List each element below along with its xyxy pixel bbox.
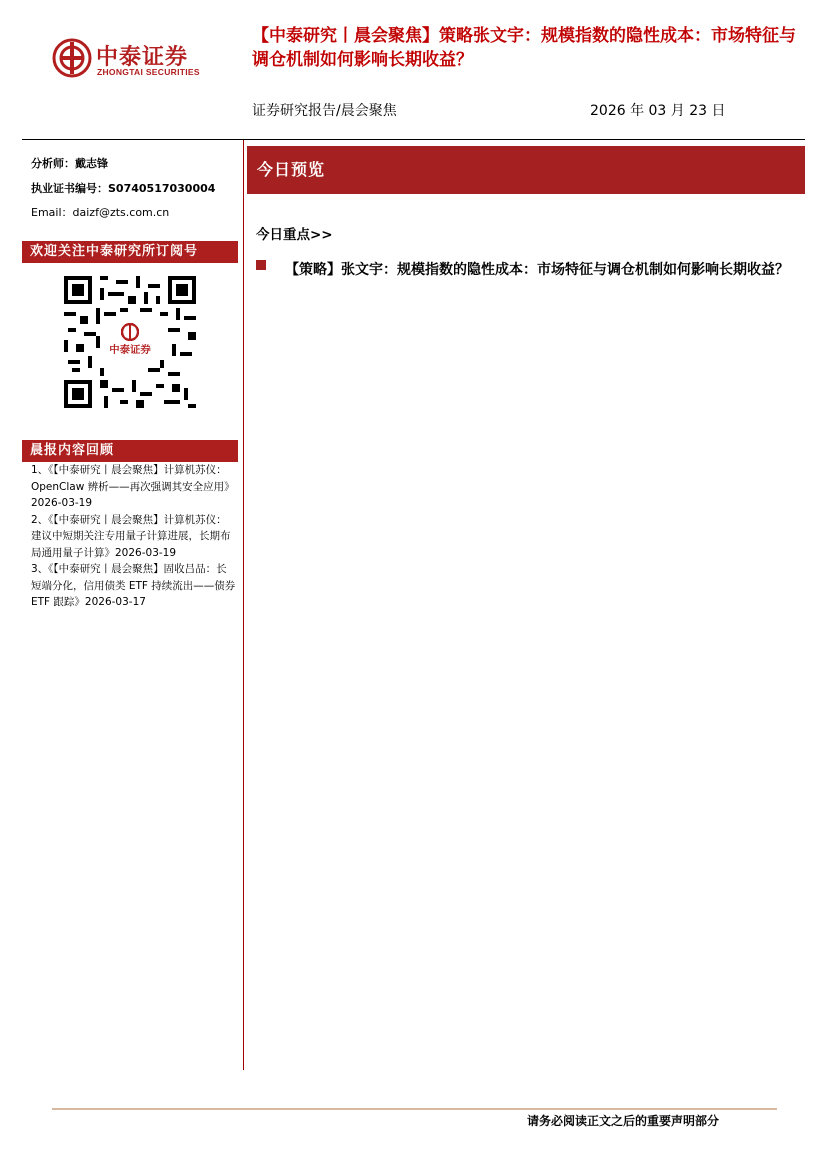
footer-divider — [52, 1108, 777, 1110]
review-item-2[interactable]: 2、《【中泰研究丨晨会聚焦】计算机苏仪：建议中短期关注专用量子计算进展，长期布局通用量子计算》2026-03-19 — [31, 513, 231, 559]
review-item-1[interactable]: 1、《【中泰研究丨晨会聚焦】计算机苏仪：OpenClaw 辨析——再次强调其安全应用》2026-03-19 — [31, 464, 235, 509]
logo-name-en: ZHONGTAI SECURITIES — [97, 67, 200, 77]
analyst-cert-label: 执业证书编号： — [31, 182, 108, 195]
header-divider — [22, 139, 805, 140]
analyst-name-line — [31, 155, 108, 171]
report-title: 【中泰研究丨晨会聚焦】策略张文宇：规模指数的隐性成本：市场特征与调仓机制如何影响长期收益？ — [252, 26, 796, 70]
preview-bar: 今日预览 — [247, 146, 805, 194]
zhongtai-logo-icon — [52, 38, 92, 78]
review-bar: 晨报内容回顾 — [22, 440, 238, 462]
review-item-3[interactable]: 3、《【中泰研究丨晨会聚焦】固收吕品：长短端分化，信用债类 ETF 持续流出——债券 ETF 跟踪》2026-03-17 — [31, 563, 236, 608]
square-bullet-icon — [256, 260, 266, 270]
logo-name-cn: 中泰证券 — [96, 45, 189, 70]
analyst-email-line — [31, 204, 169, 220]
analyst-name-label: 分析师： — [31, 157, 75, 170]
report-date: 2026 年 03 月 23 日 — [590, 103, 726, 119]
company-logo — [52, 38, 222, 82]
qr-caption: 中泰证券 — [109, 343, 151, 356]
report-category: 证券研究报告/晨会聚焦 — [252, 103, 397, 119]
column-divider — [243, 140, 244, 1070]
analyst-email-label: Email： — [31, 206, 73, 219]
qr-code-icon — [64, 276, 196, 408]
focus-label: 今日重点>> — [256, 227, 333, 243]
focus-item[interactable]: 【策略】张文宇：规模指数的隐性成本：市场特征与调仓机制如何影响长期收益？ — [285, 262, 789, 278]
subscribe-bar: 欢迎关注中泰研究所订阅号 — [22, 241, 238, 263]
review-list — [31, 462, 237, 611]
analyst-name: 戴志锋 — [75, 157, 108, 170]
footer-disclaimer: 请务必阅读正文之后的重要声明部分 — [527, 1114, 720, 1128]
analyst-cert: S0740517030004 — [108, 182, 216, 195]
analyst-cert-line — [31, 180, 215, 196]
analyst-email[interactable]: daizf@zts.com.cn — [72, 206, 170, 219]
